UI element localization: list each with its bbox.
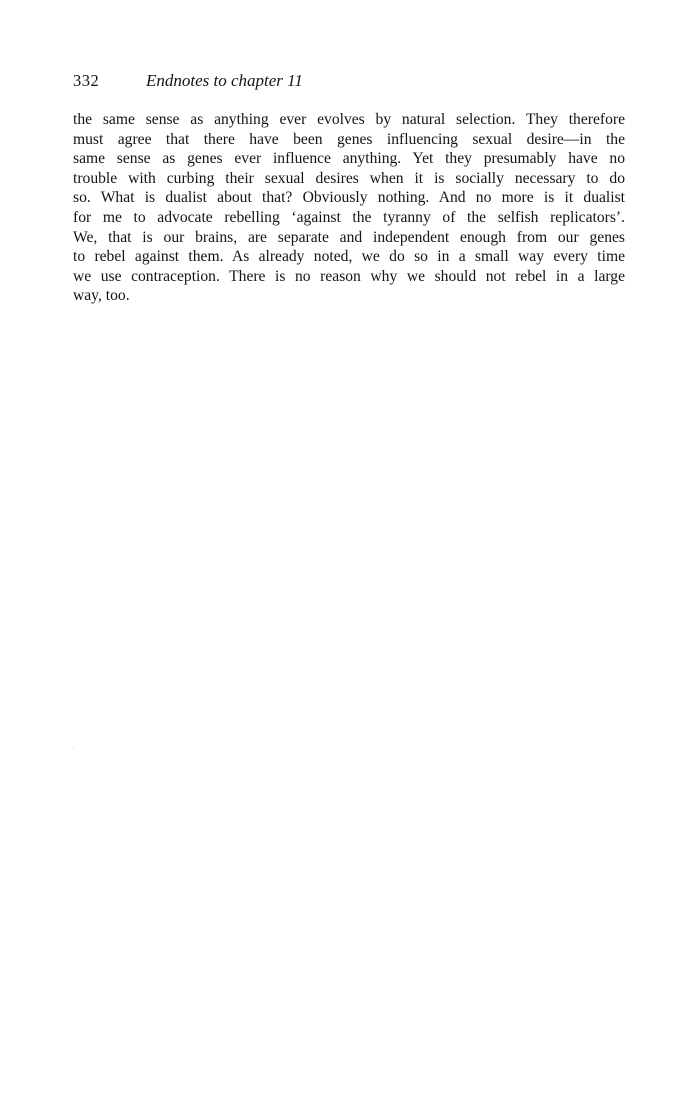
text-line: so. What is dualist about that? Obviously nothing. And no more is it dualist bbox=[73, 189, 625, 207]
text-line: for me to advocate rebelling ‘against the tyranny of the selfish replicators’. bbox=[73, 208, 625, 226]
scan-speck bbox=[73, 747, 74, 748]
body-paragraph bbox=[73, 110, 625, 306]
text-line: must agree that there have been genes influencing sexual desire—in the bbox=[73, 130, 625, 148]
running-head bbox=[73, 66, 625, 96]
book-page bbox=[73, 66, 625, 306]
page-number: 332 bbox=[73, 71, 100, 90]
text-line: the same sense as anything ever evolves by natural selection. They therefore bbox=[73, 111, 625, 128]
text-line: trouble with curbing their sexual desires when it is socially necessary to do bbox=[73, 169, 625, 187]
text-line: we use contraception. There is no reason why we should not rebel in a large bbox=[73, 267, 625, 285]
text-line: to rebel against them. As already noted, we do so in a small way every time bbox=[73, 248, 625, 266]
text-line: We, that is our brains, are separate and independent enough from our genes bbox=[73, 228, 625, 246]
running-title: Endnotes to chapter 11 bbox=[146, 71, 303, 90]
text-line: way, too. bbox=[73, 287, 130, 305]
text-line: same sense as genes ever influence anything. Yet they presumably have no bbox=[73, 150, 625, 168]
